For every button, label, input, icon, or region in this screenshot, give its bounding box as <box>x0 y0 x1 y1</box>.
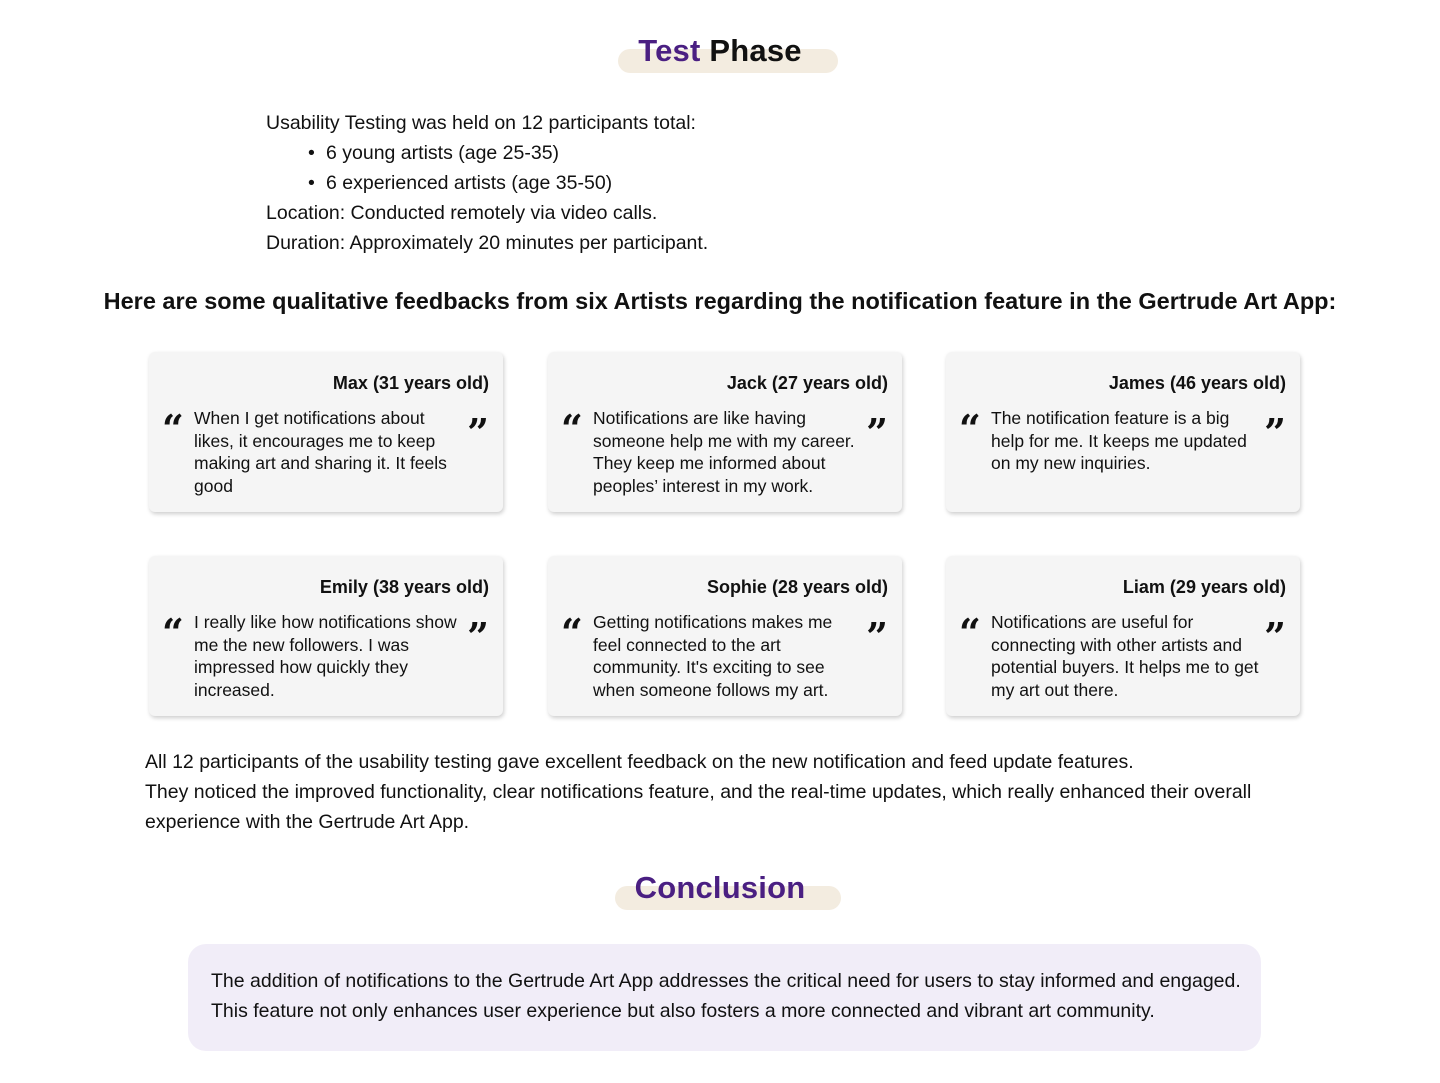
participant-name: Jack (27 years old) <box>726 373 888 393</box>
title-rest-word: Phase <box>709 33 802 68</box>
participant-list <box>266 138 708 198</box>
location-line: Location: Conducted remotely via video calls. <box>266 202 658 224</box>
summary-line: All 12 participants of the usability testing gave excellent feedback on the new notification and feed update features. <box>145 751 1134 773</box>
intro-line: Usability Testing was held on 12 participants total: <box>266 112 696 134</box>
close-quote-icon: ” <box>866 410 888 455</box>
feedback-quote: I really like how notifications show me the new followers. I was impressed how quickly they increased. <box>194 612 457 700</box>
participant-name: Liam (29 years old) <box>1122 577 1286 597</box>
feedback-quote: The notification feature is a big help for me. It keeps me updated on my new inquiries. <box>991 408 1247 473</box>
feedback-card <box>946 556 1300 716</box>
conclusion-line: The addition of notifications to the Gertrude Art App addresses the critical need for users to stay informed and engaged. <box>211 970 1241 992</box>
test-phase-title <box>0 33 1440 69</box>
feedback-heading: Here are some qualitative feedbacks from six Artists regarding the notification feature in the Gertrude Art App: <box>103 288 1337 314</box>
conclusion-box <box>188 944 1261 1051</box>
open-quote-icon: “ <box>561 610 583 655</box>
participant-name: Emily (38 years old) <box>319 577 489 597</box>
summary-line: They noticed the improved functionality, clear notifications feature, and the real-time updates, which really enhanced their overall experience with the Gertrude Art App. <box>145 781 1252 833</box>
conclusion-title-text: Conclusion <box>634 870 806 905</box>
close-quote-icon: ” <box>1264 614 1286 659</box>
feedback-quote: Notifications are like having someone help me with my career. They keep me informed about peoples’ interest in my work. <box>593 408 855 496</box>
feedback-card <box>149 352 503 512</box>
feedback-quote: Getting notifications makes me feel connected to the art community. It's exciting to see when someone follows my art. <box>593 612 833 700</box>
open-quote-icon: “ <box>959 406 981 451</box>
close-quote-icon: ” <box>866 614 888 659</box>
intro-block <box>266 108 708 258</box>
conclusion-line: This feature not only enhances user experience but also fosters a more connected and vibrant art community. <box>211 1000 1155 1022</box>
feedback-card <box>149 556 503 716</box>
participant-name: Sophie (28 years old) <box>706 577 888 597</box>
feedback-quote: When I get notifications about likes, it encourages me to keep making art and sharing it. It feels good <box>194 408 447 496</box>
title-accent-word: Test <box>638 33 701 68</box>
feedback-quote: Notifications are useful for connecting with other artists and potential buyers. It helps me to get my art out there. <box>991 612 1259 700</box>
duration-line: Duration: Approximately 20 minutes per participant. <box>266 232 709 254</box>
feedback-card <box>548 352 902 512</box>
feedback-card <box>946 352 1300 512</box>
open-quote-icon: “ <box>162 610 184 655</box>
summary-block <box>145 747 1295 837</box>
participant-group: • 6 young artists (age 25-35) <box>306 138 708 168</box>
participant-name: Max (31 years old) <box>332 373 489 393</box>
feedback-card <box>548 556 902 716</box>
open-quote-icon: “ <box>162 406 184 451</box>
open-quote-icon: “ <box>959 610 981 655</box>
participant-name: James (46 years old) <box>1108 373 1286 393</box>
conclusion-title <box>0 870 1440 906</box>
participant-group: • 6 experienced artists (age 35-50) <box>306 168 708 198</box>
close-quote-icon: ” <box>467 410 489 455</box>
close-quote-icon: ” <box>467 614 489 659</box>
close-quote-icon: ” <box>1264 410 1286 455</box>
open-quote-icon: “ <box>561 406 583 451</box>
